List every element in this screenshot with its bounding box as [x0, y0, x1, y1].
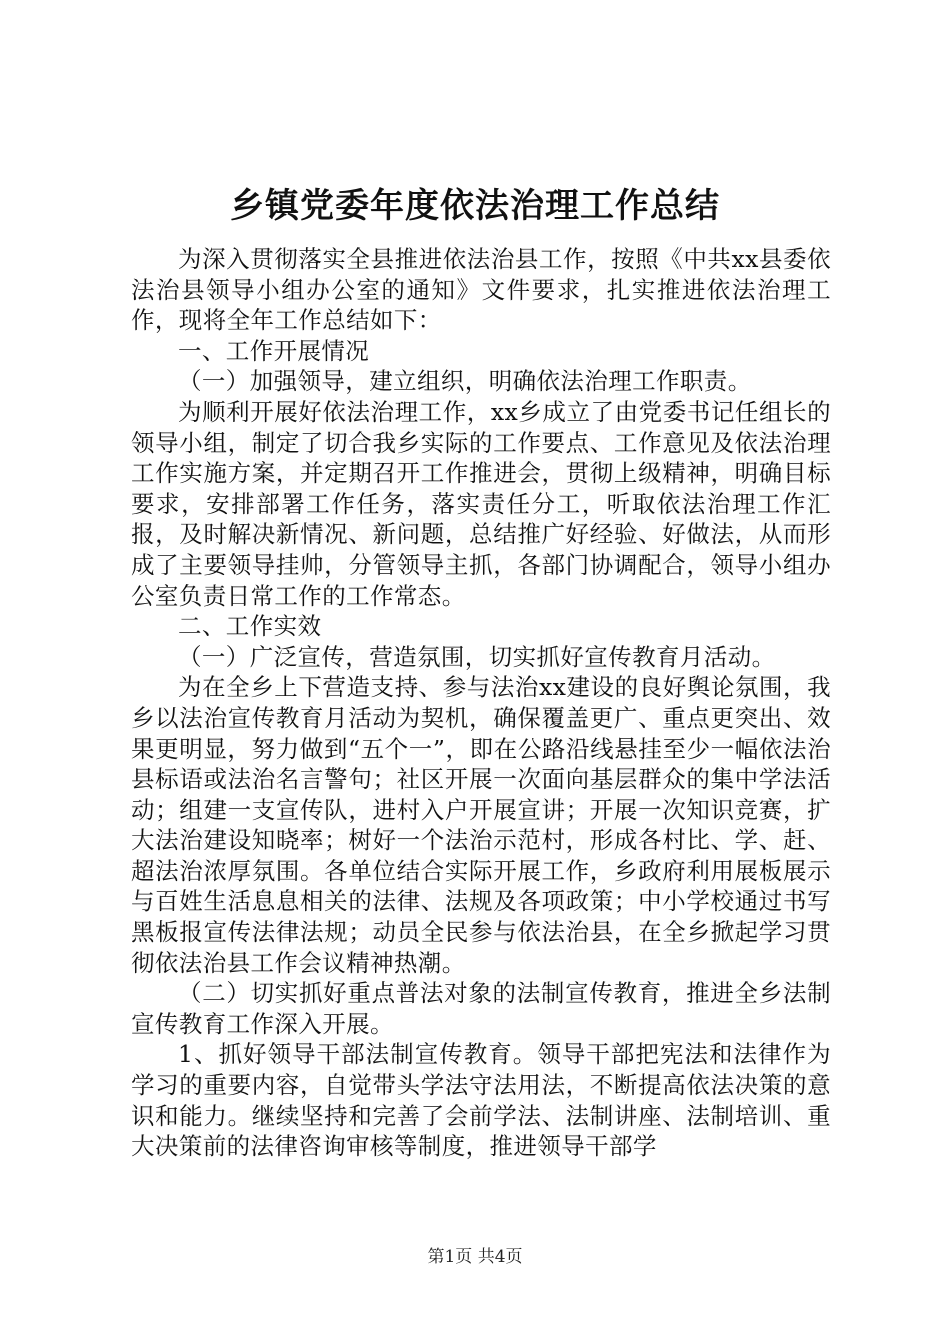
paragraph-intro: 为深入贯彻落实全县推进依法治县工作，按照《中共xx县委依法治县领导小组办公室的通知》文件要求，扎实推进依法治理工作，现将全年工作总结如下：: [131, 245, 831, 335]
subsection-heading-2-2: （二）切实抓好重点普法对象的法制宣传教育，推进全乡法制宣传教育工作深入开展。: [131, 979, 831, 1038]
paragraph-publicity: 为在全乡上下营造支持、参与法治xx建设的良好舆论氛围，我乡以法治宣传教育月活动为契机，确保覆盖更广、重点更突出、效果更明显，努力做到“五个一”，即在公路沿线悬挂至少一幅依法治县标语或法治名言警句；社区开展一次面向基层群众的集中学法活动；组建一支宣传队，进村入户开展宣讲；开展一次知识竞赛，扩大法治建设知晓率；树好一个法治示范村，形成各村比、学、赶、超法治浓厚氛围。各单位结合实际开展工作，乡政府利用展板展示与百姓生活息息相关的法律、法规及各项政策；中小学校通过书写黑板报宣传法律法规；动员全民参与依法治县，在全乡掀起学习贯彻依法治县工作会议精神热潮。: [131, 673, 831, 977]
paragraph-leadership: 为顺利开展好依法治理工作，xx乡成立了由党委书记任组长的领导小组，制定了切合我乡实际的工作要点、工作意见及依法治理工作实施方案，并定期召开工作推进会，贯彻上级精神，明确目标要求，安排部署工作任务，落实责任分工，听取依法治理工作汇报，及时解决新情况、新问题，总结推广好经验、好做法，从而形成了主要领导挂帅，分管领导主抓，各部门协调配合，领导小组办公室负责日常工作的工作常态。: [131, 397, 831, 610]
section-heading-2: 二、工作实效: [178, 612, 322, 641]
document-title: 乡镇党委年度依法治理工作总结: [230, 186, 720, 226]
subsection-heading-1-1: （一）加强领导，建立组织，明确依法治理工作职责。: [178, 367, 752, 396]
page-footer: 第1页 共4页: [427, 1247, 523, 1267]
document-body: [131, 244, 831, 1162]
subsection-heading-2-1: （一）广泛宣传，营造氛围，切实抓好宣传教育月活动。: [178, 642, 776, 671]
section-heading-1: 一、工作开展情况: [178, 336, 370, 365]
paragraph-cadre-education: 1、抓好领导干部法制宣传教育。领导干部把宪法和法律作为学习的重要内容，自觉带头学法守法用法，不断提高依法决策的意识和能力。继续坚持和完善了会前学法、法制讲座、法制培训、重大决策前的法律咨询审核等制度，推进领导干部学: [131, 1040, 831, 1161]
